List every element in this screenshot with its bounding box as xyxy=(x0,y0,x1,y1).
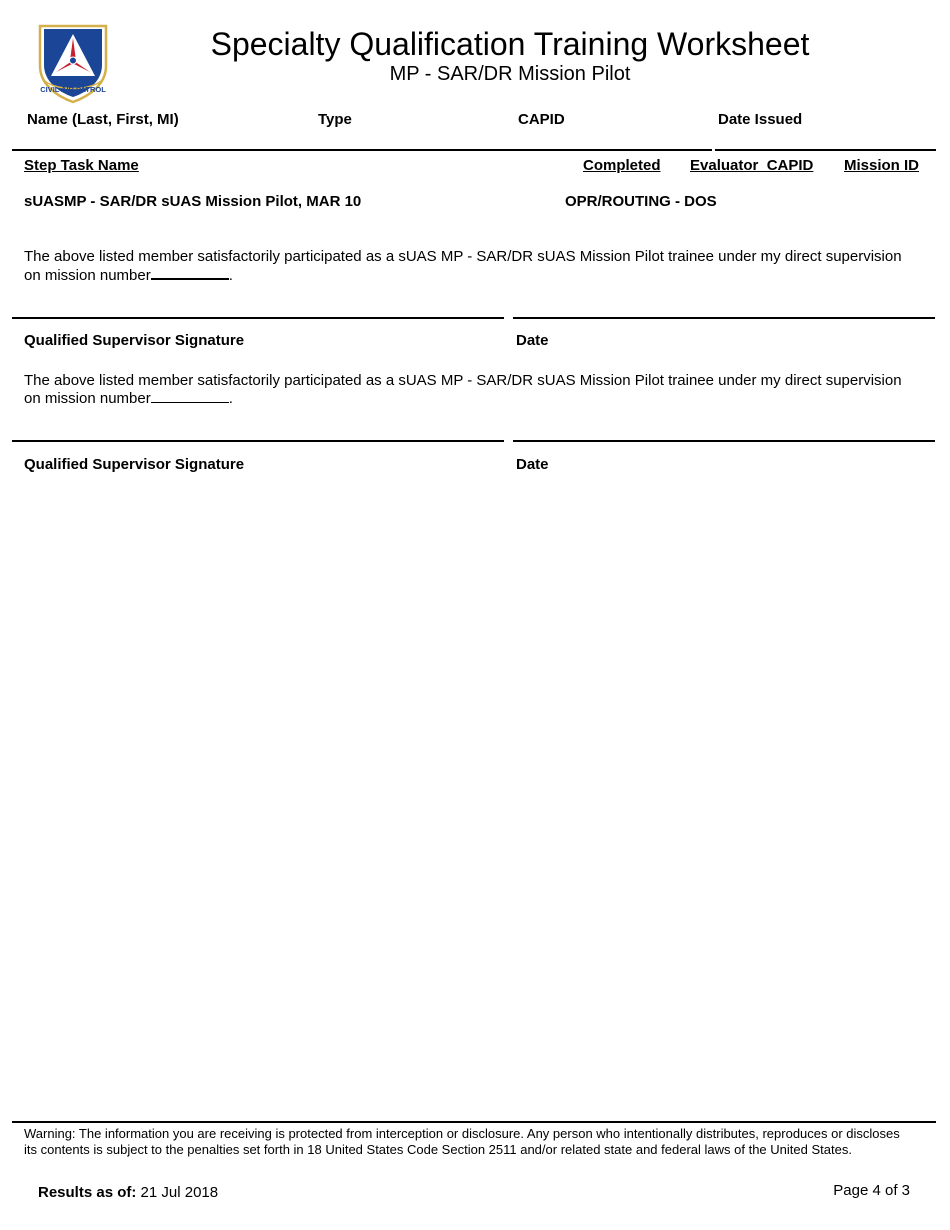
page-subtitle: MP - SAR/DR Mission Pilot xyxy=(389,63,631,85)
supervisor-signature-label-1: Qualified Supervisor Signature xyxy=(24,332,245,349)
date-label-2: Date xyxy=(516,456,549,473)
footer-divider xyxy=(12,1121,936,1123)
type-field-label: Type xyxy=(318,111,352,128)
results-as-of: Results as of: 21 Jul 2018 xyxy=(38,1184,219,1201)
column-header-step-task-name: Step Task Name xyxy=(24,157,139,174)
supervisor-signature-label-2: Qualified Supervisor Signature xyxy=(24,456,245,473)
date-label-1: Date xyxy=(516,332,549,349)
civil-air-patrol-seal-logo xyxy=(30,22,116,106)
name-field-label: Name (Last, First, MI) xyxy=(27,111,179,128)
column-header-mission-id: Mission ID xyxy=(844,157,920,174)
header-divider-right xyxy=(715,149,936,151)
page-number: Page 4 of 3 xyxy=(833,1182,910,1199)
page-title: Specialty Qualification Training Worksheet xyxy=(210,26,810,62)
results-date: 21 Jul 2018 xyxy=(140,1184,219,1201)
date-line-1[interactable] xyxy=(513,317,935,319)
legal-warning: Warning: The information you are receiving is protected from interception or disclosure. Any person who intentionally distributes, reproduces or discloses its contents is subject to the penalties set forth in 18 United States Code Section 2511 and/or related state and federal laws of the United States. xyxy=(24,1126,900,1157)
signature-line-1[interactable] xyxy=(12,317,504,319)
capid-field-label: CAPID xyxy=(518,111,565,128)
date-line-2[interactable] xyxy=(513,440,935,442)
task-routing: OPR/ROUTING - DOS xyxy=(565,193,717,210)
header-divider-left xyxy=(12,149,712,151)
mission-number-blank[interactable] xyxy=(151,265,229,280)
date-issued-field-label: Date Issued xyxy=(718,111,803,128)
task-name: sUASMP - SAR/DR sUAS Mission Pilot, MAR 10 xyxy=(24,193,362,210)
column-header-evaluator-capid: Evaluator CAPID xyxy=(690,157,814,174)
column-header-completed: Completed xyxy=(583,157,661,174)
signature-line-2[interactable] xyxy=(12,440,504,442)
certification-statement-2: The above listed member satisfactorily participated as a sUAS MP - SAR/DR sUAS Mission Pilot trainee under my direct supervision on mission number . xyxy=(24,372,902,407)
svg-text:CIVIL AIR PATROL: CIVIL AIR PATROL xyxy=(40,85,106,94)
certification-statement-1: The above listed member satisfactorily participated as a sUAS MP - SAR/DR sUAS Mission Pilot trainee under my direct supervision on mission number . xyxy=(24,248,902,284)
mission-number-blank[interactable] xyxy=(151,389,229,403)
